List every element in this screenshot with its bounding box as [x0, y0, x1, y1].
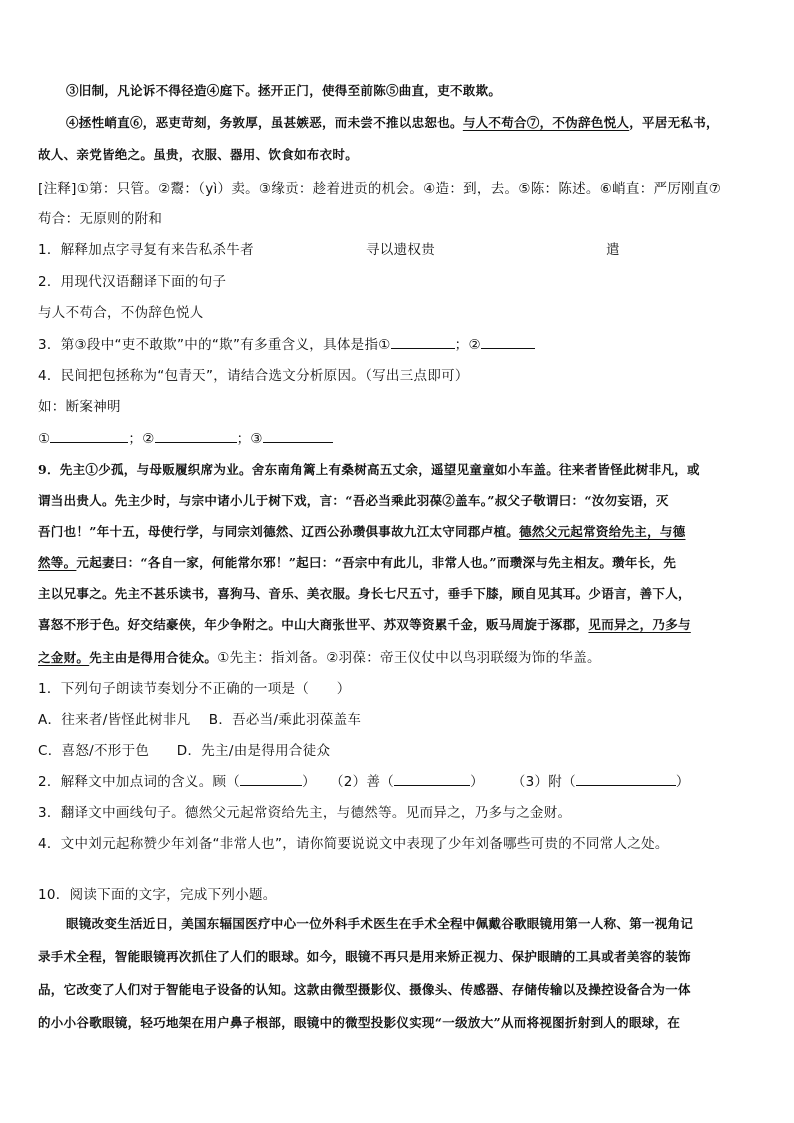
paragraph-3: ③旧制，凡论诉不得径造④庭下。拯开正门，使得至前陈⑤曲直，吏不敢欺。	[66, 83, 502, 98]
question-9-2-close: ）	[675, 774, 690, 790]
answer-blank-4[interactable]	[155, 430, 237, 443]
passage-9-text: 吾门也！”年十五，母使行学，与同宗刘德然、辽西公孙瓒俱事故九江太守同郡卢植。	[38, 524, 520, 539]
underlined-sentence: 之金财。	[38, 650, 90, 665]
passage-10-line-1: 眼镜改变生活近日，美国东辐国医疗中心一位外科手术医生在手术全程中佩戴谷歌眼镜用第一人称、第一视角记	[66, 916, 694, 931]
passage-9-text: 先主由是得用合徒众。	[89, 650, 218, 665]
question-3-text: 3．第③段中“吏不敢欺”中的“欺”有多重含义，具体是指①	[38, 337, 391, 353]
question-9-1: 1．下列句子朗读节奏划分不正确的一项是（ ）	[38, 681, 351, 697]
question-4-answers	[38, 427, 762, 447]
question-9-1-options-ab[interactable]: A．往来者/皆怪此树非凡 B．吾必当/乘此羽葆盖车	[38, 712, 362, 728]
underlined-sentence: 德然父元起常资给先主，与德	[519, 524, 686, 539]
answer-blank-7[interactable]	[394, 773, 470, 786]
question-1-text: 1．解释加点字寻复有来告私杀牛者	[38, 242, 254, 258]
passage-9-line-3	[38, 522, 762, 540]
question-9-2	[38, 770, 762, 790]
annotation-line-2: 苟合：无原则的附和	[38, 211, 163, 227]
question-3	[38, 333, 762, 353]
passage-9-line-5: 主以兄事之。先主不甚乐读书，喜狗马、音乐、美衣服。身长七尺五寸，垂手下膝，顾自见其耳。少语言，善下人，	[38, 586, 691, 601]
question-3-sep: ；②	[454, 337, 481, 353]
paragraph-4-text: ④拯性峭直⑥，恶吏苛刻，务敦厚，虽甚嫉恶，而未尝不推以忠恕也。	[66, 115, 463, 130]
question-9-3: 3．翻译文中画线句子。德然父元起常资给先主，与德然等。见而异之，乃多与之金财。	[38, 805, 572, 821]
passage-10-line-2: 录手术全程，智能眼镜再次抓住了人们的眼球。如今，眼镜不再只是用来矫正视力、保护眼睛的工具或者美容的装饰	[38, 949, 691, 964]
answer-blank-6[interactable]	[240, 773, 302, 786]
passage-9-line-7	[38, 646, 762, 666]
answer-blank-3[interactable]	[50, 430, 128, 443]
paragraph-4-text-end: ，平居无私书，	[629, 115, 719, 130]
question-1-word-c: 遣	[606, 242, 620, 258]
passage-9-text: 喜怒不形于色。好交结豪侠，年少争附之。中山大商张世平、苏双等资累千金，贩马周旋于涿郡，	[38, 617, 589, 632]
underlined-sentence: 然等。	[38, 555, 77, 570]
question-9-2-item-2: ） （2）善（	[302, 774, 395, 790]
question-2-sentence: 与人不苟合，不伪辞色悦人	[38, 305, 204, 321]
question-2: 2．用现代汉语翻译下面的句子	[38, 274, 227, 290]
question-10-heading: 10．阅读下面的文字，完成下列小题。	[38, 887, 277, 903]
paragraph-4-line-1	[66, 113, 762, 131]
underlined-sentence: 与人不苟合⑦，不伪辞色悦人	[462, 115, 630, 130]
paragraph-4-line-2: 故人、亲党皆绝之。虽贵，衣服、器用、饮食如布衣时。	[38, 147, 359, 162]
passage-9-line-4	[38, 553, 762, 571]
annotation-line-1: [注释]①第：只管。②鬻：（yì）卖。③缘贡：趁着进贡的机会。④造：到，去。⑤陈：陈述。⑥峭直：严厉刚直⑦	[38, 181, 722, 197]
question-1-phrase-b: 寻以遗权贵	[366, 242, 435, 258]
answer-blank-1[interactable]	[391, 336, 455, 349]
question-1	[38, 238, 762, 258]
answer-marker-1: ①	[38, 431, 51, 447]
answer-marker-3: ；③	[236, 431, 263, 447]
answer-blank-2[interactable]	[481, 336, 535, 349]
question-4-example: 如：断案神明	[38, 399, 121, 415]
question-4: 4．民间把包拯称为“包青天”，请结合选文分析原因。（写出三点即可）	[38, 368, 469, 384]
question-9-2-text: 2．解释文中加点词的含义。顾（	[38, 774, 241, 790]
question-9-4: 4．文中刘元起称赞少年刘备“非常人也”，请你简要说说文中表现了少年刘备哪些可贵的不同常人之处。	[38, 836, 669, 852]
answer-blank-8[interactable]	[576, 773, 676, 786]
answer-blank-5[interactable]	[263, 430, 333, 443]
passage-9-text: 元起妻曰：“各自一家，何能常尔邪！”起曰：“吾宗中有此儿，非常人也。”而瓒深与先主相友。瓒年长，先	[76, 555, 677, 570]
underlined-sentence: 见而异之，乃多与	[588, 617, 691, 632]
passage-9-notes: ①先主：指刘备。②羽葆：帝王仪仗中以鸟羽联缀为饰的华盖。	[217, 650, 601, 666]
passage-9-line-1: 9．先主①少孤，与母贩履织席为业。舍东南角篱上有桑树高五丈余，遥望见童童如小车盖。往来者皆怪此树非凡，或	[38, 462, 700, 477]
passage-9-line-2: 谓当出贵人。先主少时，与宗中诸小儿于树下戏，言：“吾必当乘此羽葆②盖车。”叔父子敬谓曰：“汝勿妄语，灭	[38, 493, 669, 508]
question-9-2-item-3: ） （3）附（	[470, 774, 576, 790]
passage-10-line-4: 的小小谷歌眼镜，轻巧地架在用户鼻子根部，眼镜中的微型投影仪实现“一级放大”从而将视图折射到人的眼球，在	[38, 1015, 681, 1030]
passage-9-line-6	[38, 615, 762, 633]
passage-10-line-3: 品，它改变了人们对于智能电子设备的认知。这款由微型摄影仪、摄像头、传感器、存储传输以及操控设备合为一体	[38, 982, 691, 997]
answer-marker-2: ；②	[128, 431, 155, 447]
question-9-1-options-cd[interactable]: C．喜怒/不形于色 D．先主/由是得用合徒众	[38, 743, 331, 759]
